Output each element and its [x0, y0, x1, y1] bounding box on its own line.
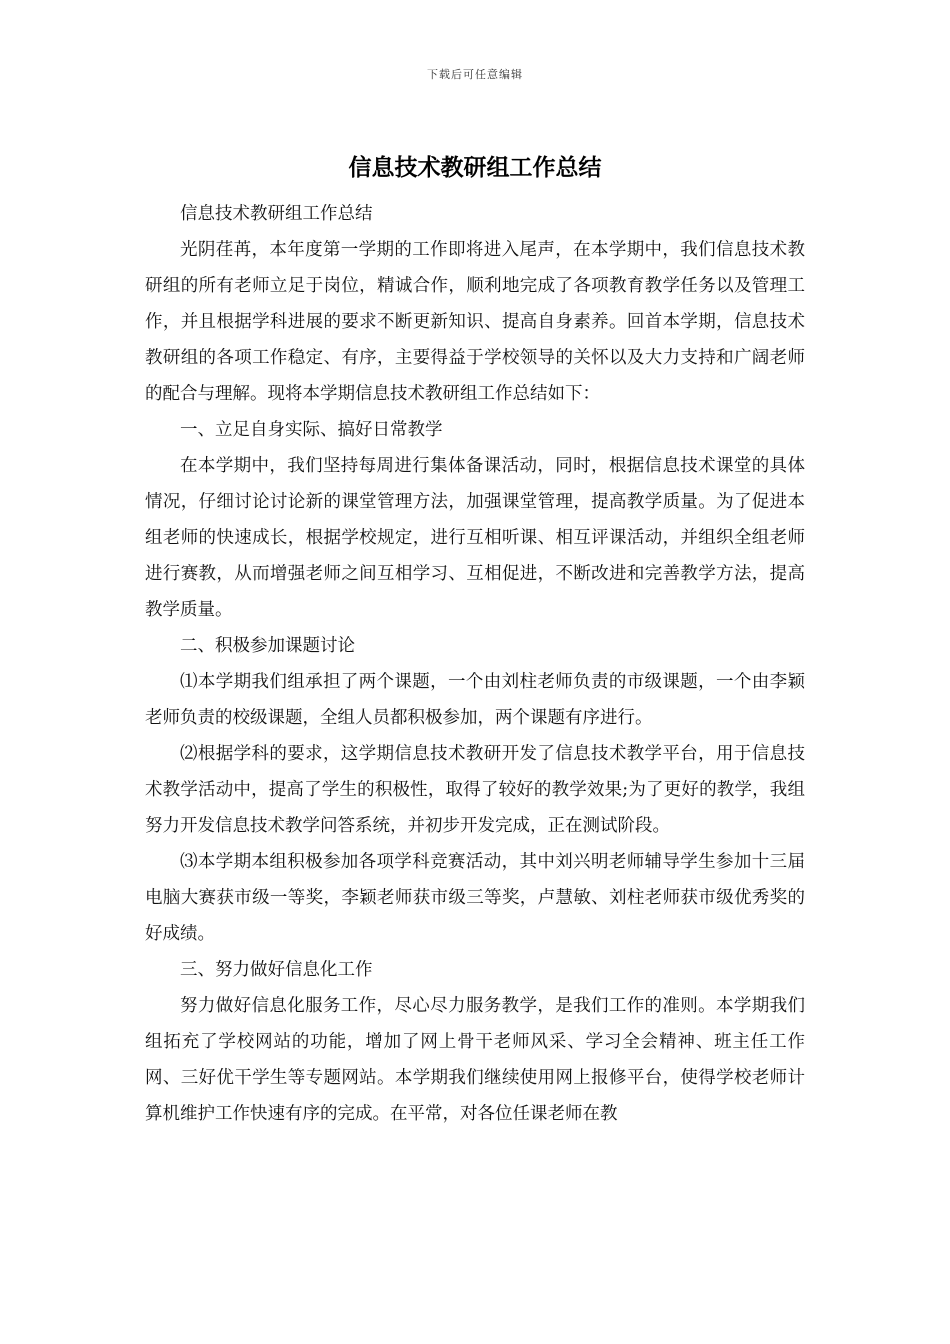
paragraph-subtitle: 信息技术教研组工作总结 — [180, 204, 373, 224]
paragraph-intro: 光阴荏苒，本年度第一学期的工作即将进入尾声，在本学期中，我们信息技术教研组的所有老师立足于岗位，精诚合作，顺利地完成了各项教育教学任务以及管理工作，并且根据学科进展的要求不断更新知识、提高自身素养。回首本学期，信息技术教研组的各项工作稳定、有序，主要得益于学校领导的关怀以及大力支持和广阔老师的配合与理解。现将本学期信息技术教研组工作总结如下： — [145, 240, 805, 404]
section-heading-1: 一、立足自身实际、搞好日常教学 — [180, 420, 443, 440]
section-heading-3: 三、努力做好信息化工作 — [180, 960, 373, 980]
page-header-note: 下载后可任意编辑 — [427, 68, 523, 81]
paragraph-item-1: ⑴本学期我们组承担了两个课题，一个由刘柱老师负责的市级课题，一个由李颖老师负责的校级课题，全组人员都积极参加，两个课题有序进行。 — [145, 672, 805, 728]
document-title: 信息技术教研组工作总结 — [348, 154, 602, 181]
paragraph-section-1: 在本学期中，我们坚持每周进行集体备课活动，同时，根据信息技术课堂的具体情况，仔细讨论讨论新的课堂管理方法，加强课堂管理，提高教学质量。为了促进本组老师的快速成长，根据学校规定，进行互相听课、相互评课活动，并组织全组老师进行赛教，从而增强老师之间互相学习、互相促进，不断改进和完善教学方法，提高教学质量。 — [145, 456, 805, 620]
paragraph-section-3: 努力做好信息化服务工作，尽心尽力服务教学，是我们工作的准则。本学期我们组拓充了学校网站的功能，增加了网上骨干老师风采、学习全会精神、班主任工作网、三好优干学生等专题网站。本学期我们继续使用网上报修平台，使得学校老师计算机维护工作快速有序的完成。在平常，对各位任课老师在教 — [145, 996, 805, 1124]
paragraph-item-2: ⑵根据学科的要求，这学期信息技术教研开发了信息技术教学平台，用于信息技术教学活动中，提高了学生的积极性，取得了较好的教学效果;为了更好的教学，我组努力开发信息技术教学问答系统，并初步开发完成，正在测试阶段。 — [145, 744, 805, 836]
document-body — [145, 196, 805, 1132]
section-heading-2: 二、积极参加课题讨论 — [180, 636, 355, 656]
paragraph-item-3: ⑶本学期本组积极参加各项学科竞赛活动，其中刘兴明老师辅导学生参加十三届电脑大赛获市级一等奖，李颖老师获市级三等奖，卢慧敏、刘柱老师获市级优秀奖的好成绩。 — [145, 852, 805, 944]
